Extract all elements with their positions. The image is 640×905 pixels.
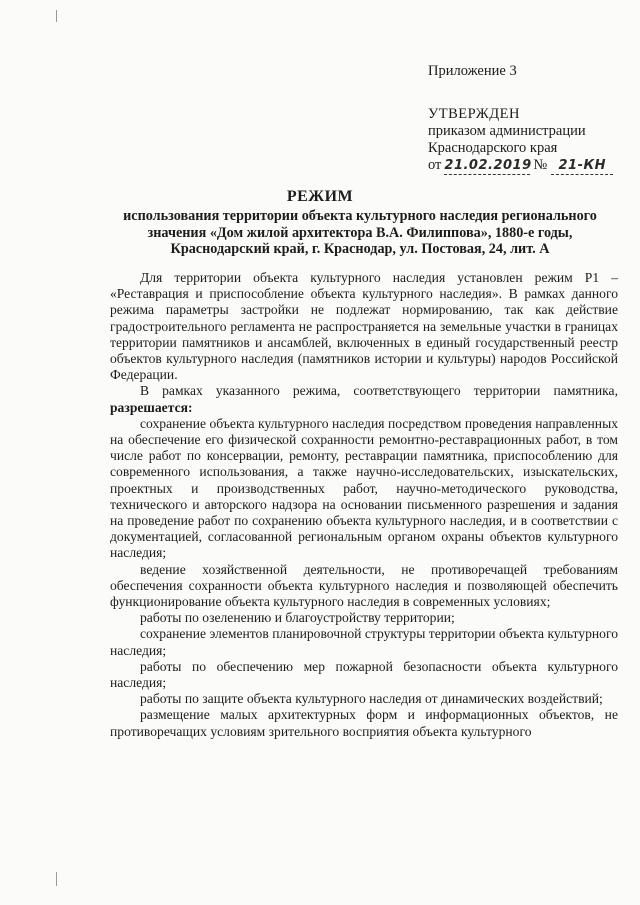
intro-paragraph: Для территории объекта культурного наследия установлен режим Р1 – «Реставрация и приспособление объекта культурного наследия». В рамках данного режима параметры застройки не подлежат нормированию, так как действие градостроительного регламента не распространяется на земельные участки в границах территории памятников и ансамблей, включенных в единый государственный реестр объектов культурного наследия (памятников истории и культуры) народов Российской Федерации. — [110, 270, 618, 383]
list-item: ведение хозяйственной деятельности, не противоречащей требованиям обеспечения сохранности объекта культурного наследия и позволяющей обеспечить функционирование объекта культурного наследия в современных условиях; — [110, 561, 618, 610]
approval-header — [428, 63, 628, 175]
order-number: 21-КН — [551, 157, 613, 175]
list-item: сохранение объекта культурного наследия посредством проведения направленных на обеспечение его физической сохранности ремонтно-реставрационных работ, в том числе работ по консервации, ремонту, реставрации памятника, приспособлению для современного использования, а также научно-исследовательских, изыскательских, проектных и производственных работ, научно-методического руководства, технического и авторского надзора на основании письменного разрешения и задания на проведение работ по сохранению объекта культурного наследия, и в соответствии с документацией, согласованной региональным органом охраны объектов культурного наследия; — [110, 415, 618, 561]
list-item: размещение малых архитектурных форм и информационных объектов, не противоречащих условиям зрительного восприятия объекта культурного — [110, 707, 618, 739]
permitted-label: разрешается: — [110, 399, 193, 415]
permitted-paragraph — [110, 383, 618, 415]
binding-mark-top — [56, 10, 57, 22]
order-line — [428, 157, 628, 175]
region-label: Краснодарского края — [428, 140, 558, 156]
annex-label: Приложение 3 — [428, 63, 517, 79]
list-item: работы по озеленению и благоустройству территории; — [140, 610, 455, 626]
list-item: работы по обеспечению мер пожарной безопасности объекта культурного наследия; — [110, 658, 618, 691]
permitted-intro: В рамках указанного режима, соответствующего территории памятника, — [140, 383, 618, 399]
from-prefix: от — [428, 157, 442, 173]
by-order-label: приказом администрации — [428, 123, 586, 139]
list-item: сохранение элементов планировочной структуры территории объекта культурного наследия; — [110, 626, 618, 658]
list-item: работы по защите объекта культурного наследия от динамических воздействий; — [140, 691, 603, 707]
document-body — [110, 270, 618, 740]
document-subtitle: использования территории объекта культурного наследия регионального значения «Дом жилой архитектора В.А. Филиппова», 1880-е годы, Краснодарский край, г. Краснодар, ул. Постовая, 24, лит. А — [123, 208, 597, 257]
document-title: РЕЖИМ — [286, 188, 354, 205]
number-prefix: № — [533, 157, 548, 173]
approved-label: УТВЕРЖДЕН — [428, 106, 520, 122]
order-date: 21.02.2019 — [444, 158, 532, 173]
binding-mark-bottom — [56, 872, 57, 886]
